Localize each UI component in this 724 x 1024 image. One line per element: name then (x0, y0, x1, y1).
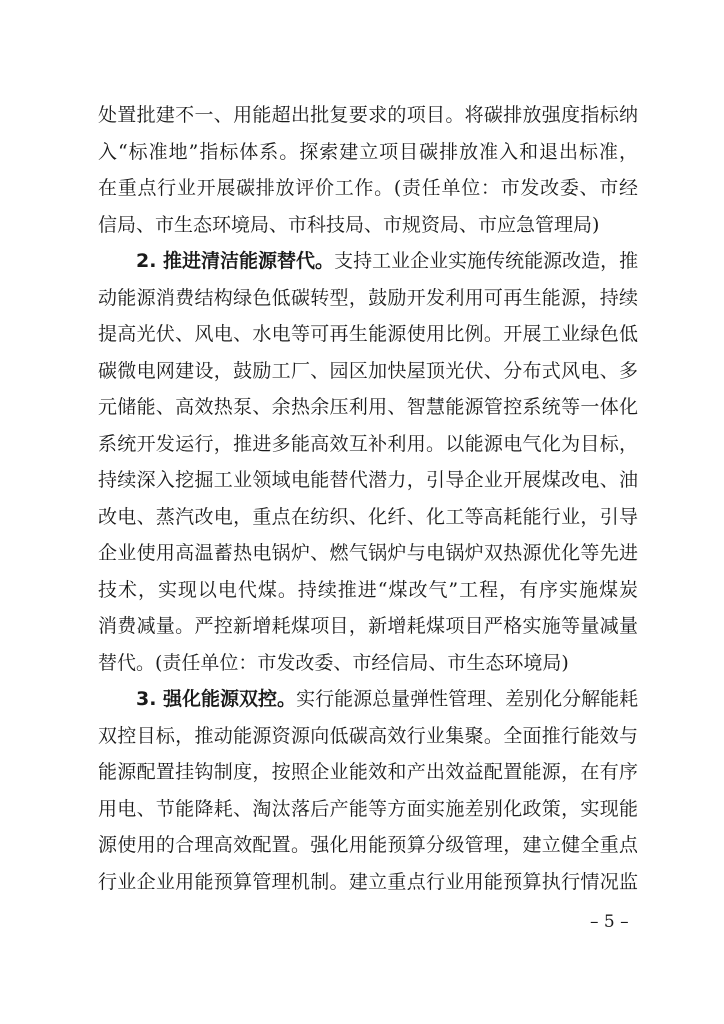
text-line: 信局、市生态环境局、市科技局、市规资局、市应急管理局) (98, 213, 600, 236)
text-line: 实行能源总量弹性管理、差别化分解能耗 (296, 688, 639, 710)
text-line: 消费减量。严控新增耗煤项目，新增耗煤项目严格实施等量减量 (98, 615, 638, 637)
text-line: 技术，实现以电代煤。持续推进“煤改气”工程，有序实施煤炭 (98, 578, 638, 601)
text-line: 行业企业用能预算管理机制。建立重点行业用能预算执行情况监 (98, 870, 638, 893)
text-line: 用电、节能降耗、淘汰落后产能等方面实施差别化政策，实现能 (98, 797, 638, 820)
text-line: 系统开发运行，推进多能高效互补利用。以能源电气化为目标， (98, 432, 638, 455)
text-line: 提高光伏、风电、水电等可再生能源使用比例。开展工业绿色低 (98, 323, 638, 345)
text-line: 动能源消费结构绿色低碳转型，鼓励开发利用可再生能源，持续 (98, 286, 638, 309)
text-line: 双控目标，推动能源资源向低碳高效行业集聚。全面推行能效与 (98, 724, 638, 747)
text-line: 支持工业企业实施传统能源改造，推 (334, 250, 639, 272)
text-line: 入“标准地”指标体系。探索建立项目碳排放准入和退出标准， (98, 140, 638, 163)
text-line: 替代。(责任单位：市发改委、市经信局、市生态环境局) (98, 651, 569, 674)
section-3-first-line (98, 681, 638, 718)
text-line: 改电、蒸汽改电，重点在纺织、化纤、化工等高耗能行业，引导 (98, 505, 638, 528)
text-line: 碳微电网建设，鼓励工厂、园区加快屋顶光伏、分布式风电、多 (98, 359, 638, 382)
text-line: 在重点行业开展碳排放评价工作。(责任单位：市发改委、市经 (98, 177, 638, 199)
section-2-first-line (98, 243, 638, 280)
section-3-heading: 3. 强化能源双控。 (136, 688, 297, 710)
text-line: 处置批建不一、用能超出批复要求的项目。将碳排放强度指标纳 (98, 104, 638, 126)
text-line: 企业使用高温蓄热电锅炉、燃气锅炉与电锅炉双热源优化等先进 (98, 542, 638, 564)
body-text (98, 97, 638, 900)
section-2-heading: 2. 推进清洁能源替代。 (136, 250, 335, 272)
page-number: – 5 – (590, 912, 629, 932)
text-line: 能源配置挂钩制度，按照企业能效和产出效益配置能源，在有序 (98, 761, 638, 783)
text-line: 持续深入挖掘工业领域电能替代潜力，引导企业开展煤改电、油 (98, 469, 638, 491)
text-line: 元储能、高效热泵、余热余压利用、智慧能源管控系统等一体化 (98, 396, 638, 418)
text-line: 源使用的合理高效配置。强化用能预算分级管理，建立健全重点 (98, 834, 638, 856)
